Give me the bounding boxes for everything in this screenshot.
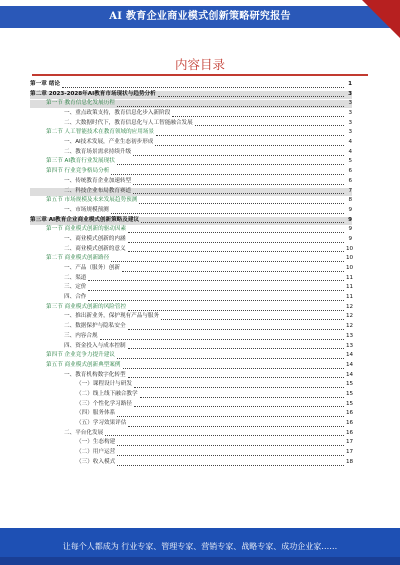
toc-entry[interactable] <box>30 206 352 216</box>
toc-leader-dots <box>117 415 344 417</box>
toc-leader-dots <box>128 250 344 252</box>
toc-page-number: 10 <box>346 255 354 262</box>
toc-page-number: 14 <box>346 361 354 368</box>
toc-leader-dots <box>88 289 344 291</box>
toc-page-number: 18 <box>346 458 354 465</box>
toc-entry-title: 一、传统教育企业加速转型 <box>64 177 132 184</box>
toc-leader-dots <box>128 347 344 349</box>
toc-entry[interactable] <box>30 80 352 90</box>
toc-leader-dots <box>156 134 344 136</box>
toc-page-number: 16 <box>346 410 354 417</box>
toc-entry[interactable] <box>30 438 352 448</box>
toc-entry-title: 一、市场规模预测 <box>64 206 109 213</box>
toc-entry-title: 三、内容合规 <box>64 332 98 339</box>
toc-page-number: 4 <box>348 139 352 146</box>
toc-page-number: 14 <box>346 371 354 378</box>
toc-page-number: 8 <box>348 197 352 204</box>
toc-entry[interactable] <box>30 371 352 381</box>
toc-page-number: 3 <box>348 119 352 126</box>
toc-entry-title: 一、商业模式创新的内涵 <box>64 235 126 242</box>
toc-leader-dots <box>128 241 344 243</box>
toc-page-number: 12 <box>346 303 354 310</box>
toc-entry[interactable] <box>30 293 352 303</box>
toc-entry-title: 第二节 人工智能技术在教育领域的应用场景 <box>46 129 155 136</box>
toc-leader-dots <box>158 95 344 97</box>
toc-entry[interactable] <box>30 390 352 400</box>
toc-entry[interactable] <box>30 448 352 458</box>
toc-entry-title: 第二节 商业模式创新路径 <box>46 255 110 262</box>
toc-leader-dots <box>117 454 344 456</box>
toc-page-number: 14 <box>346 352 354 359</box>
toc-page-number: 1 <box>348 80 352 87</box>
toc-entry-title: 第一章 绪论 <box>30 80 60 87</box>
toc-entry-title: （四）服务体系 <box>76 410 116 417</box>
toc-leader-dots <box>133 154 344 156</box>
toc-entry-title: 四、资金投入与成本控制 <box>64 342 126 349</box>
toc-entry[interactable] <box>30 342 352 352</box>
toc-page-number: 13 <box>346 342 354 349</box>
toc-entry-title: 第四节 企业竞争力提升建议 <box>46 352 115 359</box>
toc-leader-dots <box>111 212 344 214</box>
toc-entry[interactable] <box>30 313 352 323</box>
toc-leader-dots <box>140 396 344 398</box>
toc-entry[interactable] <box>30 283 352 293</box>
toc-leader-dots <box>139 202 344 204</box>
toc-entry-title: 第三节 商业模式创新的风险管控 <box>46 303 127 310</box>
toc-entry-title: 二、大数据时代下，教育信息化与人工智能融合发展 <box>64 119 193 126</box>
toc-leader-dots <box>123 367 345 369</box>
toc-leader-dots <box>161 318 344 320</box>
toc-entry[interactable] <box>30 225 352 235</box>
toc-entry[interactable] <box>30 119 352 129</box>
toc-page-number: 11 <box>346 284 354 291</box>
toc-list <box>30 80 352 468</box>
corner-accent <box>362 0 400 38</box>
toc-leader-dots <box>172 115 344 117</box>
toc-page-number: 9 <box>348 226 352 233</box>
toc-entry[interactable] <box>30 409 352 419</box>
toc-entry[interactable] <box>30 322 352 332</box>
toc-page-number: 3 <box>348 90 352 97</box>
toc-leader-dots <box>117 444 344 446</box>
toc-page-number: 10 <box>346 265 354 272</box>
toc-entry-title: 一、AI技术发展，产业生态初步形成 <box>64 139 154 146</box>
toc-page-number: 16 <box>346 429 354 436</box>
toc-leader-dots <box>195 124 344 126</box>
toc-entry[interactable] <box>30 274 352 284</box>
toc-entry-title: 四、合作 <box>64 294 87 301</box>
toc-entry[interactable] <box>30 303 352 313</box>
toc-entry-title: （三）个性化学习路径 <box>76 400 132 407</box>
footer-strip <box>0 557 400 565</box>
toc-leader-dots <box>155 144 344 146</box>
toc-entry-title: 一、教育机构数字化转型 <box>64 371 126 378</box>
toc-entry-title: 一、推出新业务，保护现有产品与服务 <box>64 313 160 320</box>
toc-entry[interactable] <box>30 254 352 264</box>
report-title: AI 教育企业商业模式创新策略研究报告 <box>109 11 291 22</box>
toc-entry-title: （二）线上线下融合教学 <box>76 390 138 397</box>
toc-leader-dots <box>133 192 344 194</box>
toc-page-number: 3 <box>348 110 352 117</box>
toc-leader-dots <box>133 183 344 185</box>
toc-entry[interactable] <box>30 158 352 168</box>
toc-page-number: 10 <box>346 245 354 252</box>
toc-entry[interactable] <box>30 351 352 361</box>
toc-leader-dots <box>88 279 344 281</box>
toc-page-number: 17 <box>346 439 354 446</box>
toc-entry[interactable] <box>30 128 352 138</box>
toc-entry-title: （一）课程设计与研发 <box>76 381 132 388</box>
toc-page-number: 15 <box>346 381 354 388</box>
toc-entry-title: 第三节 AI教育行业发展现状 <box>46 158 115 165</box>
toc-page-number: 4 <box>348 148 352 155</box>
toc-page-number: 3 <box>348 100 352 107</box>
toc-page-number: 3 <box>348 129 352 136</box>
toc-leader-dots <box>111 173 344 175</box>
toc-entry-title: 第二章 2023-2028年AI教育市场现状与趋势分析 <box>30 90 156 97</box>
toc-page-number: 11 <box>346 274 354 281</box>
toc-entry[interactable] <box>30 361 352 371</box>
toc-entry[interactable] <box>30 99 352 109</box>
page-header <box>0 0 400 38</box>
toc-entry[interactable] <box>30 235 352 245</box>
toc-leader-dots <box>117 105 344 107</box>
toc-leader-dots <box>128 309 344 311</box>
toc-entry[interactable] <box>30 138 352 148</box>
toc-page-number: 9 <box>348 216 352 223</box>
toc-entry[interactable] <box>30 245 352 255</box>
toc-entry-title: （二）用户运营 <box>76 449 116 456</box>
toc-page-number: 12 <box>346 313 354 320</box>
toc-page-number: 6 <box>348 168 352 175</box>
toc-entry[interactable] <box>30 187 352 197</box>
toc-leader-dots <box>117 357 344 359</box>
toc-entry[interactable] <box>30 400 352 410</box>
toc-leader-dots <box>134 405 344 407</box>
toc-entry-title: 第一节 商业模式创新的驱动因素 <box>46 226 127 233</box>
toc-entry[interactable] <box>30 458 352 468</box>
toc-leader-dots <box>111 260 344 262</box>
toc-entry-title: 第五节 商业模式创新典型案例 <box>46 361 121 368</box>
toc-entry[interactable] <box>30 196 352 206</box>
toc-entry-title: 二、教育场景需求持续升级 <box>64 148 132 155</box>
toc-entry-title: 第四节 行业竞争格局分析 <box>46 168 110 175</box>
footer-slogan: 让每个人都成为 行业专家、管理专家、营销专家、战略专家、成功企业家…… <box>62 542 338 551</box>
toc-entry[interactable] <box>30 419 352 429</box>
toc-entry[interactable] <box>30 167 352 177</box>
toc-entry[interactable] <box>30 90 352 100</box>
toc-leader-dots <box>134 386 344 388</box>
toc-entry[interactable] <box>30 264 352 274</box>
toc-entry-title: 三、定价 <box>64 284 87 291</box>
toc-page-number: 17 <box>346 449 354 456</box>
toc-entry-title: （五）学习效果评估 <box>76 420 127 427</box>
toc-page-number: 15 <box>346 400 354 407</box>
toc-page-number: 7 <box>348 187 352 194</box>
toc-leader-dots <box>128 328 344 330</box>
toc-entry-title: 二、数据保护与隐私安全 <box>64 323 126 330</box>
toc-entry-title: 二、商业模式创新的意义 <box>64 245 126 252</box>
toc-entry-title: 第三章 AI教育企业商业模式创新策略及建议 <box>30 216 140 223</box>
toc-entry-title: 二、科技企业布局教育赛道 <box>64 187 132 194</box>
toc-entry-title: 一、产品（服务）创新 <box>64 265 120 272</box>
toc-page-number: 6 <box>348 177 352 184</box>
toc-entry-title: （三）收入模式 <box>76 458 116 465</box>
toc-leader-dots <box>105 434 344 436</box>
toc-entry-title: 一、重点政策支持，教育信息化步入新阶段 <box>64 110 171 117</box>
toc-page-number: 9 <box>348 206 352 213</box>
toc-entry[interactable] <box>30 380 352 390</box>
toc-entry-title: 第一节 教育信息化发展历程 <box>46 100 115 107</box>
toc-leader-dots <box>88 299 344 301</box>
toc-leader-dots <box>117 464 344 466</box>
toc-entry-title: 二、渠道 <box>64 274 87 281</box>
toc-page-number: 16 <box>346 420 354 427</box>
toc-page-number: 13 <box>346 332 354 339</box>
toc-title: 内容目录 <box>174 57 225 72</box>
toc-leader-dots <box>128 231 344 233</box>
toc-page-number: 9 <box>348 235 352 242</box>
toc-entry[interactable] <box>30 148 352 158</box>
toc-page-number: 15 <box>346 390 354 397</box>
toc-entry-title: 第五节 市场规模及未来发展趋势预测 <box>46 197 138 204</box>
toc-entry[interactable] <box>30 429 352 439</box>
toc-page-number: 11 <box>346 294 354 301</box>
toc-entry-title: 二、平台化发展 <box>64 429 104 436</box>
toc-page-number: 5 <box>348 158 352 165</box>
toc-entry[interactable] <box>30 216 352 226</box>
toc-entry[interactable] <box>30 332 352 342</box>
toc-leader-dots <box>128 376 344 378</box>
toc-entry[interactable] <box>30 109 352 119</box>
toc-leader-dots <box>117 163 344 165</box>
toc-entry[interactable] <box>30 177 352 187</box>
toc-divider <box>32 74 368 76</box>
toc-leader-dots <box>141 221 344 223</box>
toc-leader-dots <box>62 86 344 88</box>
toc-leader-dots <box>100 338 344 340</box>
toc-leader-dots <box>122 270 344 272</box>
toc-entry-title: （一）生态构建 <box>76 439 116 446</box>
toc-leader-dots <box>128 425 344 427</box>
toc-page-number: 12 <box>346 323 354 330</box>
